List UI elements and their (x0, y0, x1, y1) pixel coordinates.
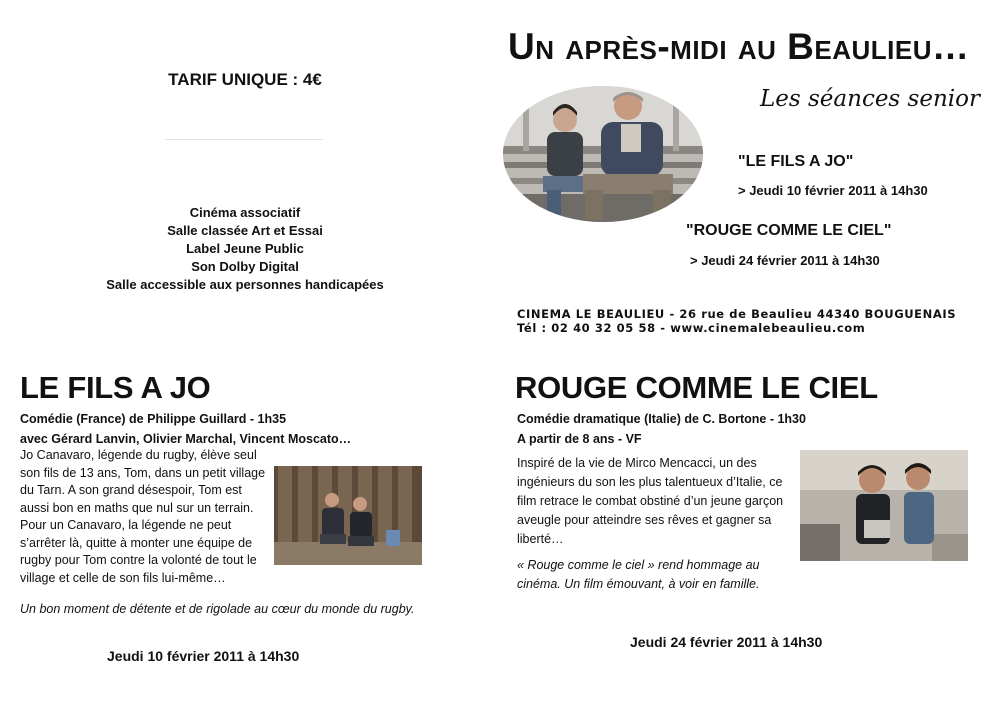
screening-title: "LE FILS A JO" (738, 153, 854, 170)
film-description: Jo Canavaro, légende du rugby, élève seul son fils de 13 ans, Tom, dans un petit village du Tarn. A son grand désespoir, Tom est aussi bon en maths que nul sur un terrain. Pour un Canavaro, la légende ne peut s’arrêter là, quitte à monter une équipe de rugby pour Tom contre la volonté de tout le village et celle de son fils lui-même… (20, 448, 266, 585)
screening-date: > Jeudi 24 février 2011 à 14h30 (690, 253, 880, 268)
film-photo (274, 466, 422, 565)
feature-item: Salle classée Art et Essai (167, 223, 323, 238)
cinema-address (517, 307, 956, 335)
film-cast: avec Gérard Lanvin, Olivier Marchal, Vincent Moscato… (20, 432, 352, 446)
screening-date: > Jeudi 10 février 2011 à 14h30 (738, 183, 928, 198)
contact-line: Tél : 02 40 32 05 58 - www.cinemalebeaulieu.com (517, 321, 866, 335)
film-genre-director: Comédie (France) de Philippe Guillard - 1h35 (20, 412, 287, 426)
page-subtitle: Les séances senior (760, 86, 980, 112)
feature-item: Salle accessible aux personnes handicapées (106, 277, 384, 292)
film-date: Jeudi 10 février 2011 à 14h30 (107, 648, 300, 664)
screening-title: "ROUGE COMME LE CIEL" (686, 222, 892, 239)
address-line: CINEMA LE BEAULIEU - 26 rue de Beaulieu 44340 BOUGUENAIS (517, 307, 957, 321)
film-review: « Rouge comme le ciel » rend hommage au cinéma. Un film émouvant, à voir en famille. (517, 558, 760, 591)
film-audience: A partir de 8 ans - VF (517, 432, 642, 446)
divider (165, 139, 323, 140)
film-title: LE FILS A JO (20, 370, 211, 405)
cinema-features (0, 204, 490, 294)
film-title: ROUGE COMME LE CIEL (515, 370, 878, 405)
film-photo (800, 450, 968, 561)
page-title: Un après-midi au Beaulieu… (508, 26, 970, 67)
film-description: Inspiré de la vie de Mirco Mencacci, un des ingénieurs du son les plus talentueux d’Italie, ce film retrace le combat obstiné d’un jeune garçon aveugle pour atteindre ses rêves et gagner sa liberté… (517, 456, 784, 546)
feature-item: Label Jeune Public (186, 241, 304, 256)
film-review: Un bon moment de détente et de rigolade au cœur du monde du rugby. (20, 602, 415, 616)
film-genre-director: Comédie dramatique (Italie) de C. Bortone - 1h30 (517, 412, 806, 426)
film-meta (517, 409, 806, 449)
feature-item: Son Dolby Digital (191, 259, 299, 274)
tarif-label: TARIF UNIQUE : 4€ (168, 70, 322, 89)
header-photo (503, 86, 703, 222)
film-meta (20, 409, 351, 449)
feature-item: Cinéma associatif (189, 205, 301, 220)
film-date: Jeudi 24 février 2011 à 14h30 (630, 634, 823, 650)
